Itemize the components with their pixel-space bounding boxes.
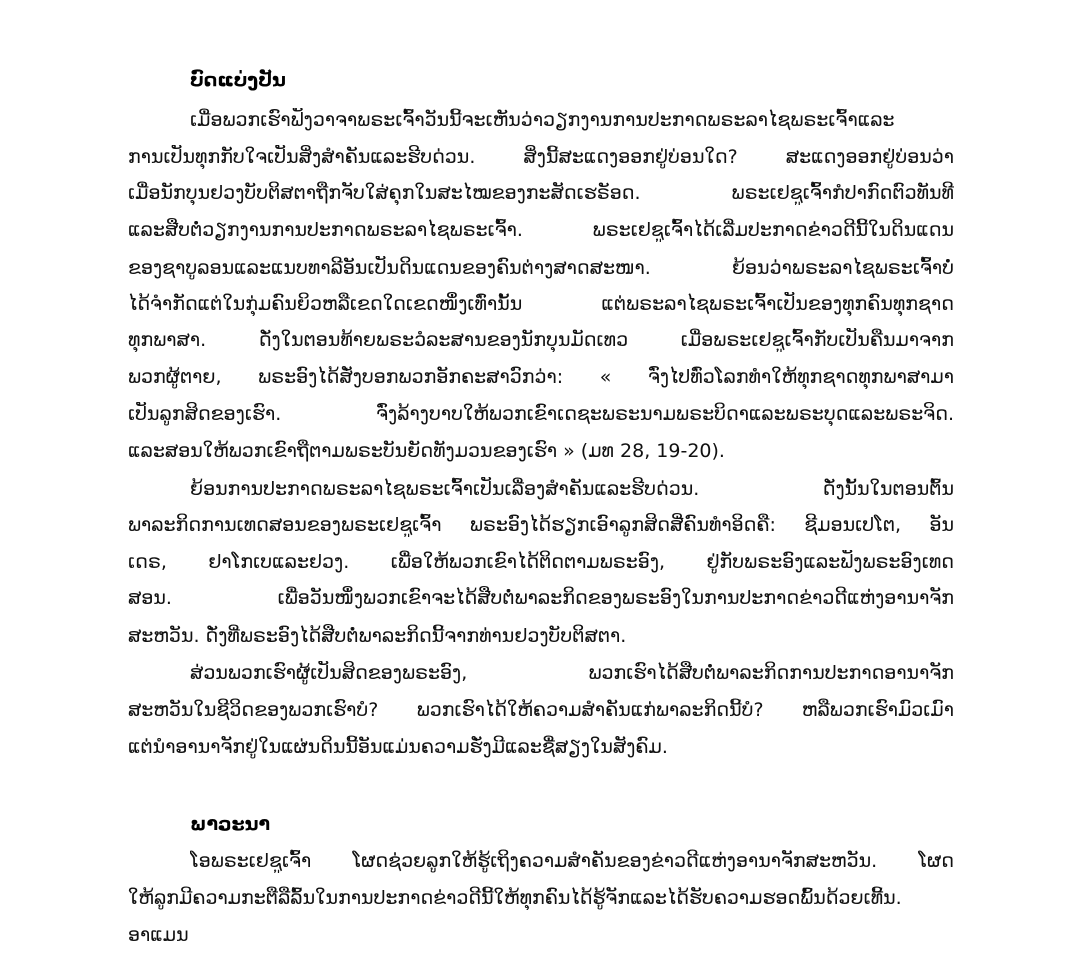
section-heading-prayer: ພາວະນາ bbox=[190, 813, 271, 835]
paragraph-line: ຍ້ອນການປະກາດພຣະລາໄຊພຣະເຈົ້າເປັນເລື່ອງສຳຄັນແລະຮີບດ່ວນ. ດັ່ງນັ້ນໃນຕອນຕົ້ນ bbox=[190, 478, 954, 500]
paragraph-line: ພວກຜູ້ຕາຍ, ພຣະອົງໄດ້ສັ່ງບອກພວກອັກຄະສາວົກວ່າ: « ຈົ່ງໄປທົ່ວໂລກທຳໃຫ້ທຸກຊາດທຸກພາສາມາ bbox=[128, 366, 954, 388]
paragraph-line: ສະຫວັນໃນຊີວິດຂອງພວກເຮົາບໍ? ພວກເຮົາໄດ້ໃຫ້ຄວາມສຳຄັນແກ່ພາລະກິດນີ້ບໍ? ຫລືພວກເຮົາມົວເມົາ bbox=[128, 699, 954, 721]
paragraph-line: ສະຫວັນ. ດັ່ງທີ່ພຣະອົງໄດ້ສືບຕໍ່ພາລະກິດນີ້ຈາກທ່ານຢວງບັບຕິສຕາ. bbox=[128, 625, 627, 647]
paragraph-line: ໄດ້ຈຳກັດແຕ່ໃນກຸ່ມຄົນຍິວຫລືເຂດໃດເຂດໜຶ່ງເທົ່ານັ້ນ ແຕ່ພຣະລາໄຊພຣະເຈົ້າເປັນຂອງທຸກຄົນທຸກຊາດ bbox=[128, 293, 954, 315]
paragraph-line: ເມື່ອນັກບຸນຢວງບັບຕິສຕາຖືກຈັບໃສ່ຄຸກໃນສະໄໝຂອງກະສັດເຮຣັອດ. ພຣະເຢຊູເຈົ້າກໍປາກົດຕົວທັນທີ bbox=[128, 182, 954, 204]
paragraph-line: ສ່ວນພວກເຮົາຜູ້ເປັນສິດຂອງພຣະອົງ, ພວກເຮົາໄດ້ສືບຕໍ່ພາລະກິດການປະກາດອານາຈັກ bbox=[190, 662, 954, 684]
paragraph-line: ການເປັນທຸກກັບໃຈເປັນສິ່ງສຳຄັນແລະຮີບດ່ວນ. ສິ່ງນີ້ສະແດງອອກຢູ່ບ່ອນໃດ? ສະແດງອອກຢູ່ບ່ອນວ່າ bbox=[128, 146, 954, 168]
prayer-line: ອາແມນ bbox=[128, 924, 189, 946]
paragraph-line: ແລະສືບຕໍ່ວຽກງານການປະກາດພຣະລາໄຊພຣະເຈົ້າ. ພຣະເຢຊູເຈົ້າໄດ້ເລີ່ມປະກາດຂ່າວດີນີ້ໃນດິນແດນ bbox=[128, 219, 954, 241]
paragraph-line: ເປັນລູກສິດຂອງເຮົາ. ຈົ່ງລ້າງບາບໃຫ້ພວກເຂົາເດຊະພຣະນາມພຣະບິດາແລະພຣະບຸດແລະພຣະຈິດ. bbox=[128, 403, 954, 425]
paragraph-line: ເມື່ອພວກເຮົາຟັງວາຈາພຣະເຈົ້າວັນນີ້ຈະເຫັນວ່າວຽກງານການປະກາດພຣະລາໄຊພຣະເຈົ້າແລະ bbox=[190, 109, 895, 131]
paragraph-line: ເດຣ, ຢາໂກເບແລະຢວງ. ເພື່ອໃຫ້ພວກເຂົາໄດ້ຕິດຕາມພຣະອົງ, ຢູ່ກັບພຣະອົງແລະຟັງພຣະອົງເທດ bbox=[128, 551, 954, 573]
prayer-line: ໂອພຣະເຢຊູເຈົ້າ ໂຜດຊ່ວຍລູກໃຫ້ຮູ້ເຖິງຄວາມສຳຄັນຂອງຂ່າວດີແຫ່ງອານາຈັກສະຫວັນ. ໂຜດ bbox=[190, 850, 954, 872]
prayer-line: ໃຫ້ລູກມີຄວາມກະຕືລືລົ້ນໃນການປະກາດຂ່າວດີນີ້ໃຫ້ທຸກຄົນໄດ້ຮູ້ຈັກແລະໄດ້ຮັບຄວາມຮອດພົ້ນດ້ວຍເທີ້ນ. bbox=[128, 887, 902, 909]
paragraph-line: ແຕ່ນຳອານາຈັກຢູ່ໃນແຜ່ນດິນນີ້ອັນແມ່ນຄວາມຮັ່ງມີແລະຊື່ສຽງໃນສັງຄົມ. bbox=[128, 736, 668, 758]
section-heading-sharing: ບົດແບ່ງປັນ bbox=[190, 69, 286, 91]
paragraph-line: ພາລະກິດການເທດສອນຂອງພຣະເຢຊູເຈົ້າ ພຣະອົງໄດ້ຮຽກເອົາລູກສິດສີ່ຄົນທຳອິດຄື: ຊີມອນເປໂຕ, ອັນ bbox=[128, 514, 954, 536]
paragraph-line: ແລະສອນໃຫ້ພວກເຂົາຖືຕາມພຣະບັນຍັດທັງມວນຂອງເຮົາ » (ມທ 28, 19-20). bbox=[128, 440, 725, 462]
paragraph-line: ທຸກພາສາ. ດັ່ງໃນຕອນທ້າຍພຣະວໍລະສານຂອງນັກບຸນມັດເທວ ເມື່ອພຣະເຢຊູເຈົ້າກັບເປັນຄືນມາຈາກ bbox=[128, 329, 954, 351]
paragraph-line: ສອນ. ເພື່ອວັນໜຶ່ງພວກເຂົາຈະໄດ້ສືບຕໍ່ພາລະກິດຂອງພຣະອົງໃນການປະກາດຂ່າວດີແຫ່ງອານາຈັກ bbox=[128, 587, 954, 609]
paragraph-line: ຂອງຊາບູລອນແລະແນບທາລີອັນເປັນດິນແດນຂອງຄົນຕ່າງສາດສະໜາ. ຍ້ອນວ່າພຣະລາໄຊພຣະເຈົ້າບໍ່ bbox=[128, 257, 954, 279]
